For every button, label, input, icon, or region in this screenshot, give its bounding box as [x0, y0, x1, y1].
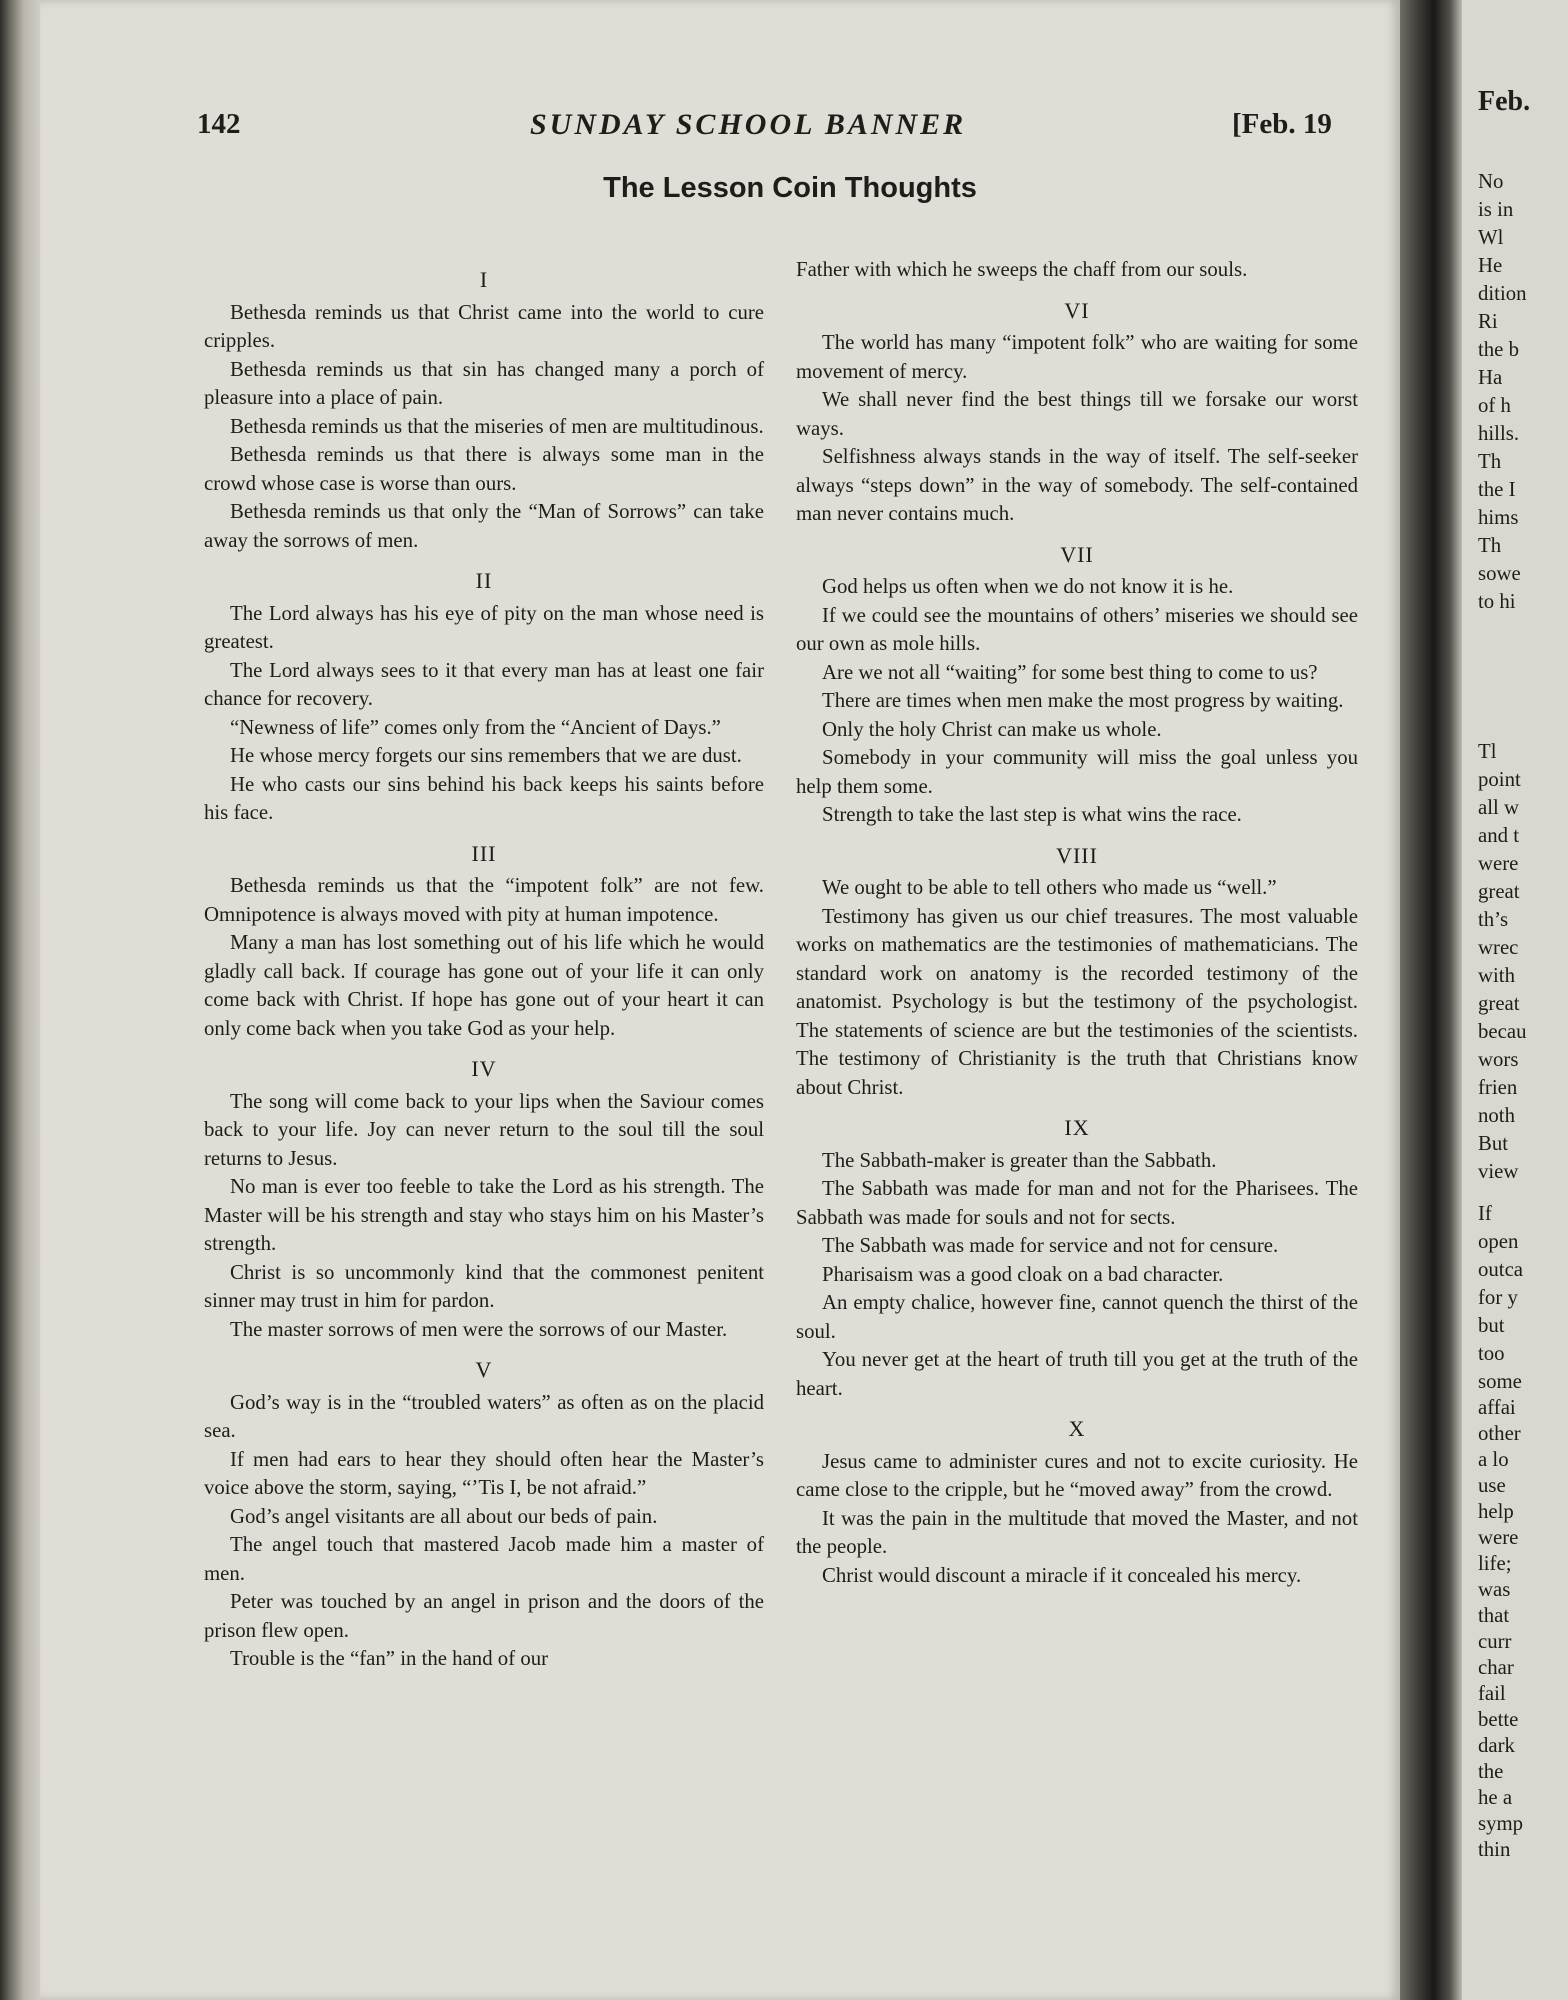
paragraph: The song will come back to your lips when the Saviour comes back to your life. Joy can never return to the soul till the soul returns to Jesus.	[204, 1089, 764, 1170]
book-binding-left	[0, 0, 44, 2000]
facing-page-fragment: life;	[1478, 1552, 1512, 1575]
paragraph: The world has many “impotent folk” who are waiting for some movement of mercy.	[796, 331, 1358, 383]
facing-page-fragment: is in	[1478, 198, 1514, 221]
paragraph: Peter was touched by an angel in prison and the doors of the prison flew open.	[204, 1590, 764, 1642]
facing-page-fragment: If	[1478, 1202, 1492, 1225]
paragraph-continuation: Father with which he sweeps the chaff from our souls.	[796, 258, 1248, 281]
paragraph: God helps us often when we do not know it is he.	[822, 575, 1234, 598]
paragraph: God’s way is in the “troubled waters” as often as on the placid sea.	[204, 1390, 764, 1442]
facing-page-fragment: of h	[1478, 394, 1511, 417]
paragraph: There are times when men make the most progress by waiting.	[822, 689, 1344, 712]
facing-page-fragment: help	[1478, 1500, 1514, 1523]
facing-page-fragment: noth	[1478, 1104, 1515, 1127]
paragraph: Bethesda reminds us that the miseries of men are multitudinous.	[230, 414, 764, 438]
facing-page-fragment: symp	[1478, 1812, 1524, 1835]
facing-page-fragment: and t	[1478, 824, 1520, 847]
facing-page-fragment: the	[1478, 1760, 1504, 1783]
facing-page-fragment: open	[1478, 1230, 1519, 1253]
paragraph: If men had ears to hear they should often hear the Master’s voice above the storm, saying, “’Tis I, be not afraid.”	[204, 1447, 764, 1499]
paragraph: Selfishness always stands in the way of itself. The self-seeker always “steps down” in the way of somebody. The self-contained man never contains much.	[796, 445, 1358, 525]
facing-page-fragment: too	[1478, 1342, 1505, 1365]
page-number: 142	[197, 108, 241, 140]
paragraph: The Sabbath was made for service and not for censure.	[822, 1234, 1279, 1257]
section-heading: VII	[1060, 541, 1094, 567]
paragraph: Testimony has given us our chief treasures. The most valuable works on mathematics are the testimonies of mathematicians. The standard work on anatomy is the recorded testimony of the anatomist. Psychology is but the testimony of the psychologist. The statements of science are but the testimonies of the scientists. The testimony of Christianity is the truth that Christians know about Christ.	[796, 904, 1358, 1099]
facing-page-fragment: some	[1478, 1370, 1522, 1393]
facing-page-fragment: all w	[1478, 796, 1520, 819]
paragraph: He who casts our sins behind his back keeps his saints before his face.	[204, 772, 764, 824]
facing-page-fragment: other	[1478, 1422, 1521, 1445]
facing-page-fragment: Ri	[1478, 310, 1498, 333]
section-heading: X	[1068, 1416, 1086, 1441]
facing-page-fragment: point	[1478, 768, 1521, 791]
paragraph: God’s angel visitants are all about our beds of pain.	[230, 1504, 658, 1528]
section-heading: V	[475, 1357, 493, 1382]
paragraph: An empty chalice, however fine, cannot quench the thirst of the soul.	[796, 1291, 1358, 1343]
paragraph: You never get at the heart of truth till you get at the truth of the heart.	[796, 1348, 1358, 1400]
facing-page-fragment: Th	[1478, 534, 1502, 557]
facing-page-fragment: bette	[1478, 1708, 1519, 1731]
paragraph: Bethesda reminds us that sin has changed many a porch of pleasure into a place of pain.	[204, 357, 764, 409]
running-title: SUNDAY SCHOOL BANNER	[530, 108, 967, 141]
facing-page-fragment: use	[1478, 1474, 1506, 1497]
facing-page-fragment: with	[1478, 964, 1515, 987]
paragraph: We shall never find the best things till we forsake our worst ways.	[796, 388, 1358, 440]
facing-page-fragment: was	[1478, 1578, 1511, 1601]
paragraph: The Sabbath was made for man and not for the Pharisees. The Sabbath was made for souls and not for sects.	[796, 1177, 1358, 1229]
paragraph: The Sabbath-maker is greater than the Sabbath.	[822, 1148, 1217, 1172]
paragraph: No man is ever too feeble to take the Lord as his strength. The Master will be his strength and stay who stays him on his Master’s strength.	[204, 1175, 764, 1255]
facing-page-fragment: dition	[1478, 282, 1527, 305]
facing-page-fragment: affai	[1478, 1396, 1516, 1419]
facing-page-fragment: the b	[1478, 338, 1520, 361]
facing-page-fragment: dark	[1478, 1734, 1515, 1757]
facing-page-fragment: outca	[1478, 1258, 1524, 1281]
facing-page-header: Feb.	[1478, 86, 1531, 117]
paragraph: He whose mercy forgets our sins remembers that we are dust.	[230, 744, 742, 767]
section-heading: IV	[471, 1056, 497, 1081]
section-heading: I	[479, 267, 489, 292]
paragraph: Trouble is the “fan” in the hand of our	[230, 1647, 549, 1670]
facing-page-fragment: thin	[1478, 1838, 1511, 1861]
paragraph: Bethesda reminds us that there is always some man in the crowd whose case is worse than ours.	[204, 443, 764, 495]
facing-page-fragment: But	[1478, 1132, 1509, 1155]
facing-page-fragment: for y	[1478, 1286, 1518, 1309]
paragraph: “Newness of life” comes only from the “Ancient of Days.”	[230, 715, 721, 739]
facing-page	[1462, 0, 1568, 2000]
facing-page-fragment: Tl	[1478, 740, 1497, 763]
right-column	[796, 256, 1358, 1590]
facing-page-fragment: Wl	[1478, 226, 1504, 249]
paragraph: We ought to be able to tell others who made us “well.”	[822, 876, 1277, 899]
facing-page-fragment: Ha	[1478, 366, 1503, 389]
facing-page-fragment: fail	[1478, 1682, 1506, 1705]
paragraph: Only the holy Christ can make us whole.	[822, 717, 1162, 741]
paragraph: Bethesda reminds us that only the “Man of Sorrows” can take away the sorrows of men.	[204, 500, 764, 552]
article-title: The Lesson Coin Thoughts	[603, 172, 977, 204]
facing-page-fragment: that	[1478, 1604, 1510, 1627]
facing-page-fragment: wrec	[1478, 936, 1519, 959]
facing-page-fragment: but	[1478, 1314, 1505, 1337]
facing-page-fragment: He	[1478, 254, 1503, 277]
facing-page-fragment: hims	[1478, 506, 1519, 529]
paragraph: Jesus came to administer cures and not to excite curiosity. He came close to the cripple, but he “moved away” from the crowd.	[796, 1449, 1358, 1501]
facing-page-fragment: becau	[1478, 1020, 1527, 1043]
section-heading: VIII	[1056, 842, 1098, 868]
section-heading: IX	[1064, 1115, 1090, 1140]
paragraph: The Lord always sees to it that every man has at least one fair chance for recovery.	[204, 658, 764, 710]
facing-page-fragment: Th	[1478, 450, 1502, 473]
paragraph: Christ is so uncommonly kind that the commonest penitent sinner may trust in him for pardon.	[204, 1260, 764, 1312]
facing-page-fragment: he a	[1478, 1786, 1513, 1809]
paragraph: The Lord always has his eye of pity on the man whose need is greatest.	[204, 601, 764, 653]
paragraph: Strength to take the last step is what wins the race.	[822, 803, 1242, 826]
paragraph: The master sorrows of men were the sorrows of our Master.	[230, 1317, 728, 1341]
book-gutter	[1400, 0, 1462, 2000]
section-heading: III	[471, 840, 497, 866]
paragraph: Somebody in your community will miss the goal unless you help them some.	[796, 746, 1358, 798]
facing-page-fragment: th’s	[1478, 908, 1509, 931]
paragraph: Christ would discount a miracle if it concealed his mercy.	[822, 1563, 1302, 1587]
facing-page-fragment: a lo	[1478, 1448, 1509, 1471]
facing-page-fragment: curr	[1478, 1630, 1512, 1653]
facing-page-fragment: to hi	[1478, 590, 1516, 613]
paragraph: If we could see the mountains of others’ miseries we should see our own as mole hills.	[796, 603, 1358, 655]
paragraph: Bethesda reminds us that the “impotent folk” are not few. Omnipotence is always moved with pity at human impotence.	[204, 874, 764, 926]
facing-page-fragment: frien	[1478, 1076, 1518, 1099]
facing-page-fragment: view	[1478, 1160, 1519, 1183]
left-column	[204, 262, 764, 1674]
facing-page-fragment: char	[1478, 1656, 1514, 1679]
paragraph: It was the pain in the multitude that moved the Master, and not the people.	[796, 1506, 1358, 1558]
section-heading: VI	[1064, 297, 1090, 323]
facing-page-fragment: the I	[1478, 478, 1516, 501]
paragraph: Are we not all “waiting” for some best thing to come to us?	[822, 660, 1318, 684]
facing-page-fragment: No	[1478, 170, 1504, 193]
facing-page-fragment: were	[1478, 852, 1519, 875]
facing-page-fragment: great	[1478, 880, 1520, 903]
facing-page-fragment: wors	[1478, 1048, 1519, 1071]
paragraph: Pharisaism was a good cloak on a bad character.	[822, 1262, 1224, 1286]
paragraph: Many a man has lost something out of his life which he would gladly call back. If courage has gone out of your life it can only come back with Christ. If hope has gone out of your heart it can only come back when you take God as your help.	[204, 931, 764, 1040]
facing-page-fragment: were	[1478, 1526, 1519, 1549]
header-date: [Feb. 19	[1232, 108, 1332, 140]
section-heading: II	[475, 568, 493, 593]
facing-page-fragment: sowe	[1478, 562, 1521, 585]
paragraph: The angel touch that mastered Jacob made him a master of men.	[204, 1533, 764, 1585]
facing-page-fragment: great	[1478, 992, 1520, 1015]
facing-page-fragment: hills.	[1478, 422, 1520, 445]
paragraph: Bethesda reminds us that Christ came into the world to cure cripples.	[204, 300, 764, 352]
